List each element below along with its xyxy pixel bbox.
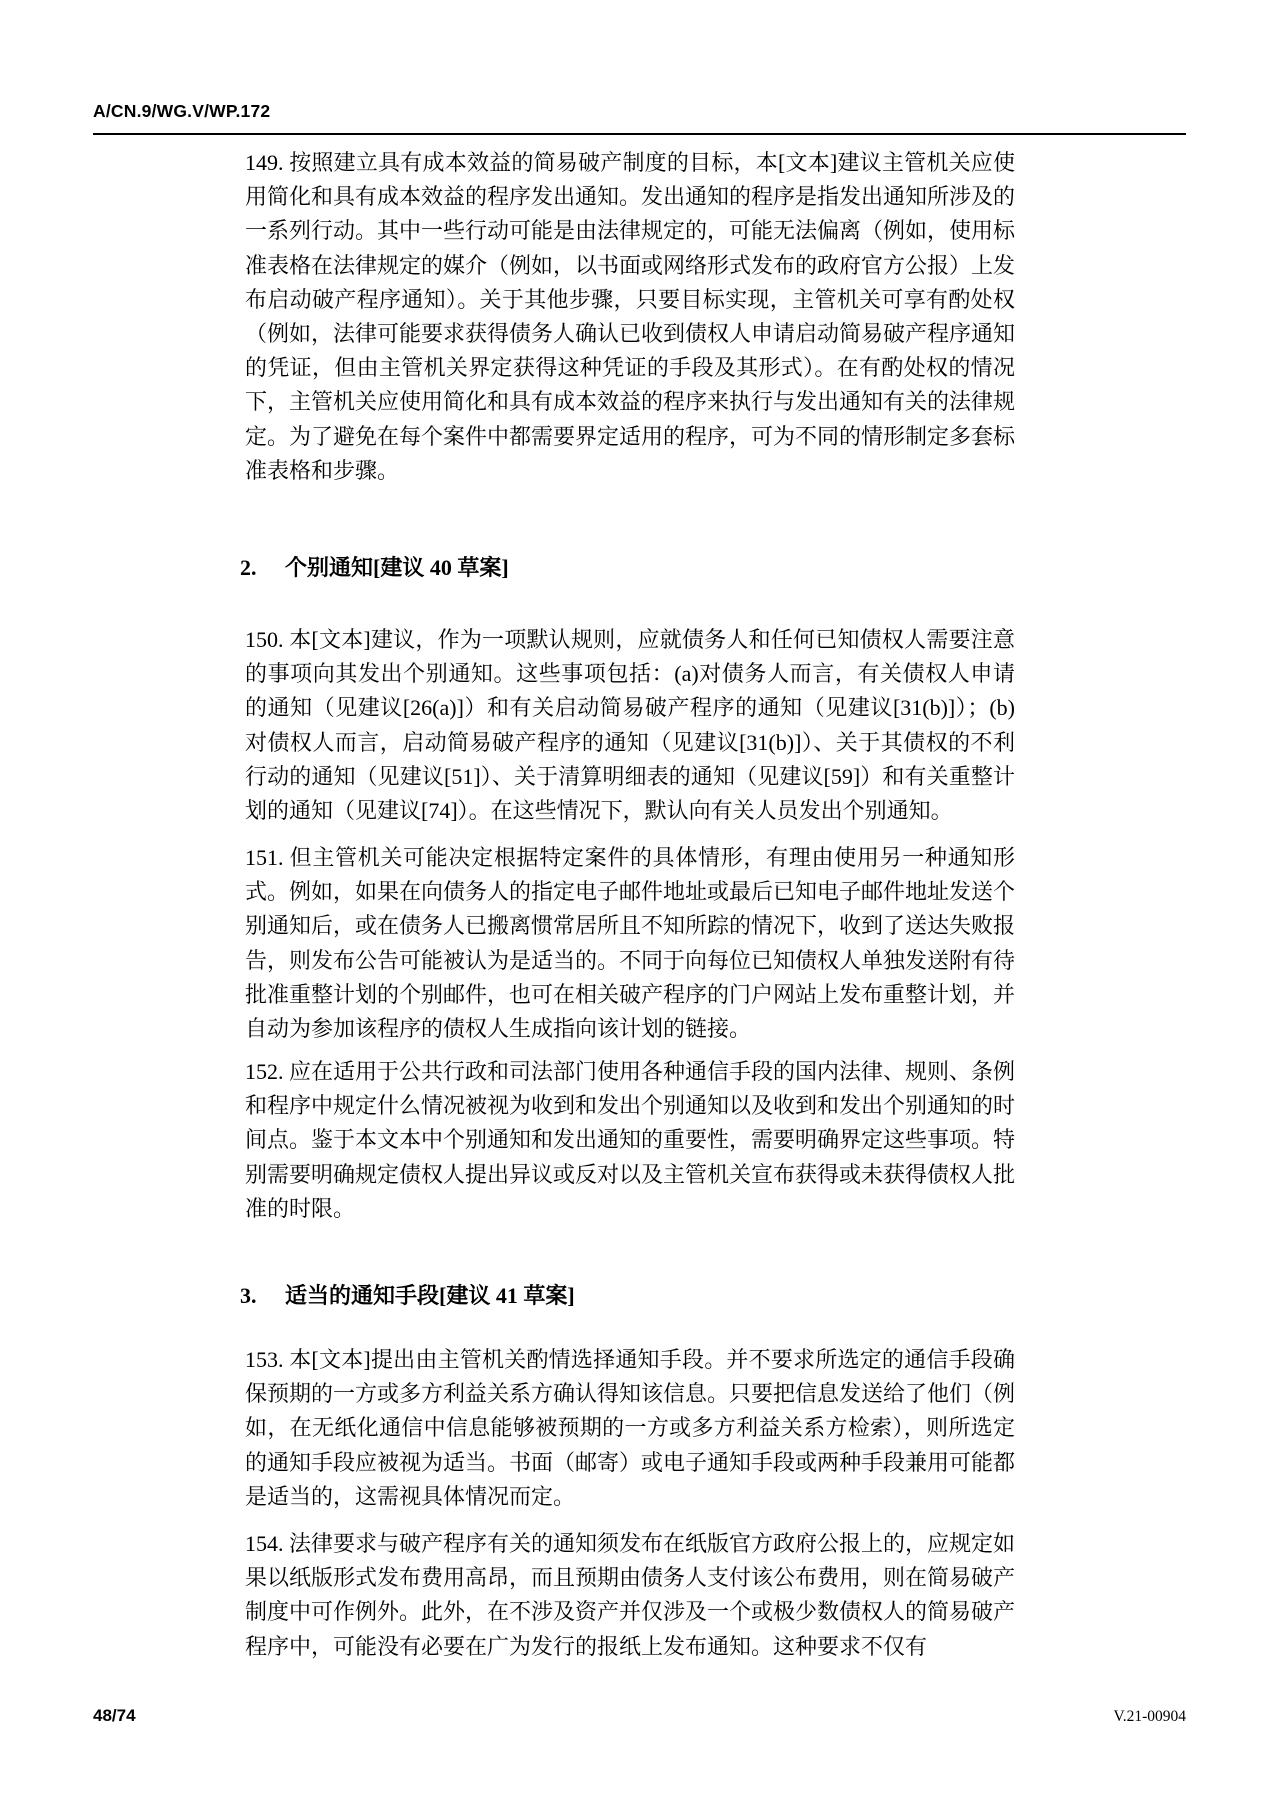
paragraph-154: 154. 法律要求与破产程序有关的通知须发布在纸版官方政府公报上的，应规定如果以纸版形式发布费用高昂，而且预期由债务人支付该公布费用，则在简易破产制度中可作例外。此外，在不涉及资产并仅涉及一个或极少数债权人的简易破产程序中，可能没有必要在广为发行的报纸上发布通知。这种要求不仅有: [245, 1531, 1016, 1659]
section-2-heading: [240, 553, 1015, 583]
paragraph-151: 151. 但主管机关可能决定根据特定案件的具体情形，有理由使用另一种通知形式。例如，如果在向债务人的指定电子邮件地址或最后已知电子邮件地址发送个别通知后，或在债务人已搬离惯常居所且不知所踪的情况下，收到了送达失败报告，则发布公告可能被认为是适当的。不同于向每位已知债权人单独发送附有待批准重整计划的个别邮件，也可在相关破产程序的门户网站上发布重整计划，并自动为参加该程序的债权人生成指向该计划的链接。: [245, 845, 1016, 1042]
page-number: 48/74: [93, 1706, 136, 1725]
header-divider: [93, 133, 1186, 135]
section-3-title: 适当的通知手段[建议 41 草案]: [285, 1283, 575, 1308]
document-symbol: A/CN.9/WG.V/WP.172: [93, 101, 271, 121]
paragraph-152: 152. 应在适用于公共行政和司法部门使用各种通信手段的国内法律、规则、条例和程序中规定什么情况被视为收到和发出个别通知以及收到和发出个别通知的时间点。鉴于本文本中个别通知和发出通知的重要性，需要明确界定这些事项。特别需要明确规定债权人提出异议或反对以及主管机关宣布获得或未获得债权人批准的时限。: [245, 1059, 1016, 1221]
section-2-title: 个别通知[建议 40 草案]: [285, 555, 509, 580]
paragraph-153: 153. 本[文本]提出由主管机关酌情选择通知手段。并不要求所选定的通信手段确保预期的一方或多方利益关系方确认得知该信息。只要把信息发送给了他们（例如，在无纸化通信中信息能够被预期的一方或多方利益关系方检索），则所选定的通知手段应被视为适当。书面（邮寄）或电子通知手段或两种手段兼用可能都是适当的，这需视具体情况而定。: [245, 1347, 1016, 1509]
section-3-number: 3.: [240, 1283, 257, 1308]
section-3-heading: [240, 1281, 1015, 1311]
document-code: V.21-00904: [1113, 1708, 1186, 1725]
paragraph-150: 150. 本[文本]建议，作为一项默认规则，应就债务人和任何已知债权人需要注意的事项向其发出个别通知。这些事项包括：(a)对债务人而言，有关债权人申请的通知（见建议[26(a)]）和有关启动简易破产程序的通知（见建议[31(b)]）；(b)对债权人而言，启动简易破产程序的通知（见建议[31(b)]）、关于其债权的不利行动的通知（见建议[51]）、关于清算明细表的通知（见建议[59]）和有关重整计划的通知（见建议[74]）。在这些情况下，默认向有关人员发出个别通知。: [245, 627, 1015, 824]
paragraph-149: 149. 按照建立具有成本效益的简易破产制度的目标，本[文本]建议主管机关应使用简化和具有成本效益的程序发出通知。发出通知的程序是指发出通知所涉及的一系列行动。其中一些行动可能是由法律规定的，可能无法偏离（例如，使用标准表格在法律规定的媒介（例如，以书面或网络形式发布的政府官方公报）上发布启动破产程序通知）。关于其他步骤，只要目标实现，主管机关可享有酌处权（例如，法律可能要求获得债务人确认已收到债权人申请启动简易破产程序通知的凭证，但由主管机关界定获得这种凭证的手段及其形式）。在有酌处权的情况下，主管机关应使用简化和具有成本效益的程序来执行与发出通知有关的法律规定。为了避免在每个案件中都需要界定适用的程序，可为不同的情形制定多套标准表格和步骤。: [245, 150, 1016, 483]
section-2-number: 2.: [240, 555, 257, 580]
